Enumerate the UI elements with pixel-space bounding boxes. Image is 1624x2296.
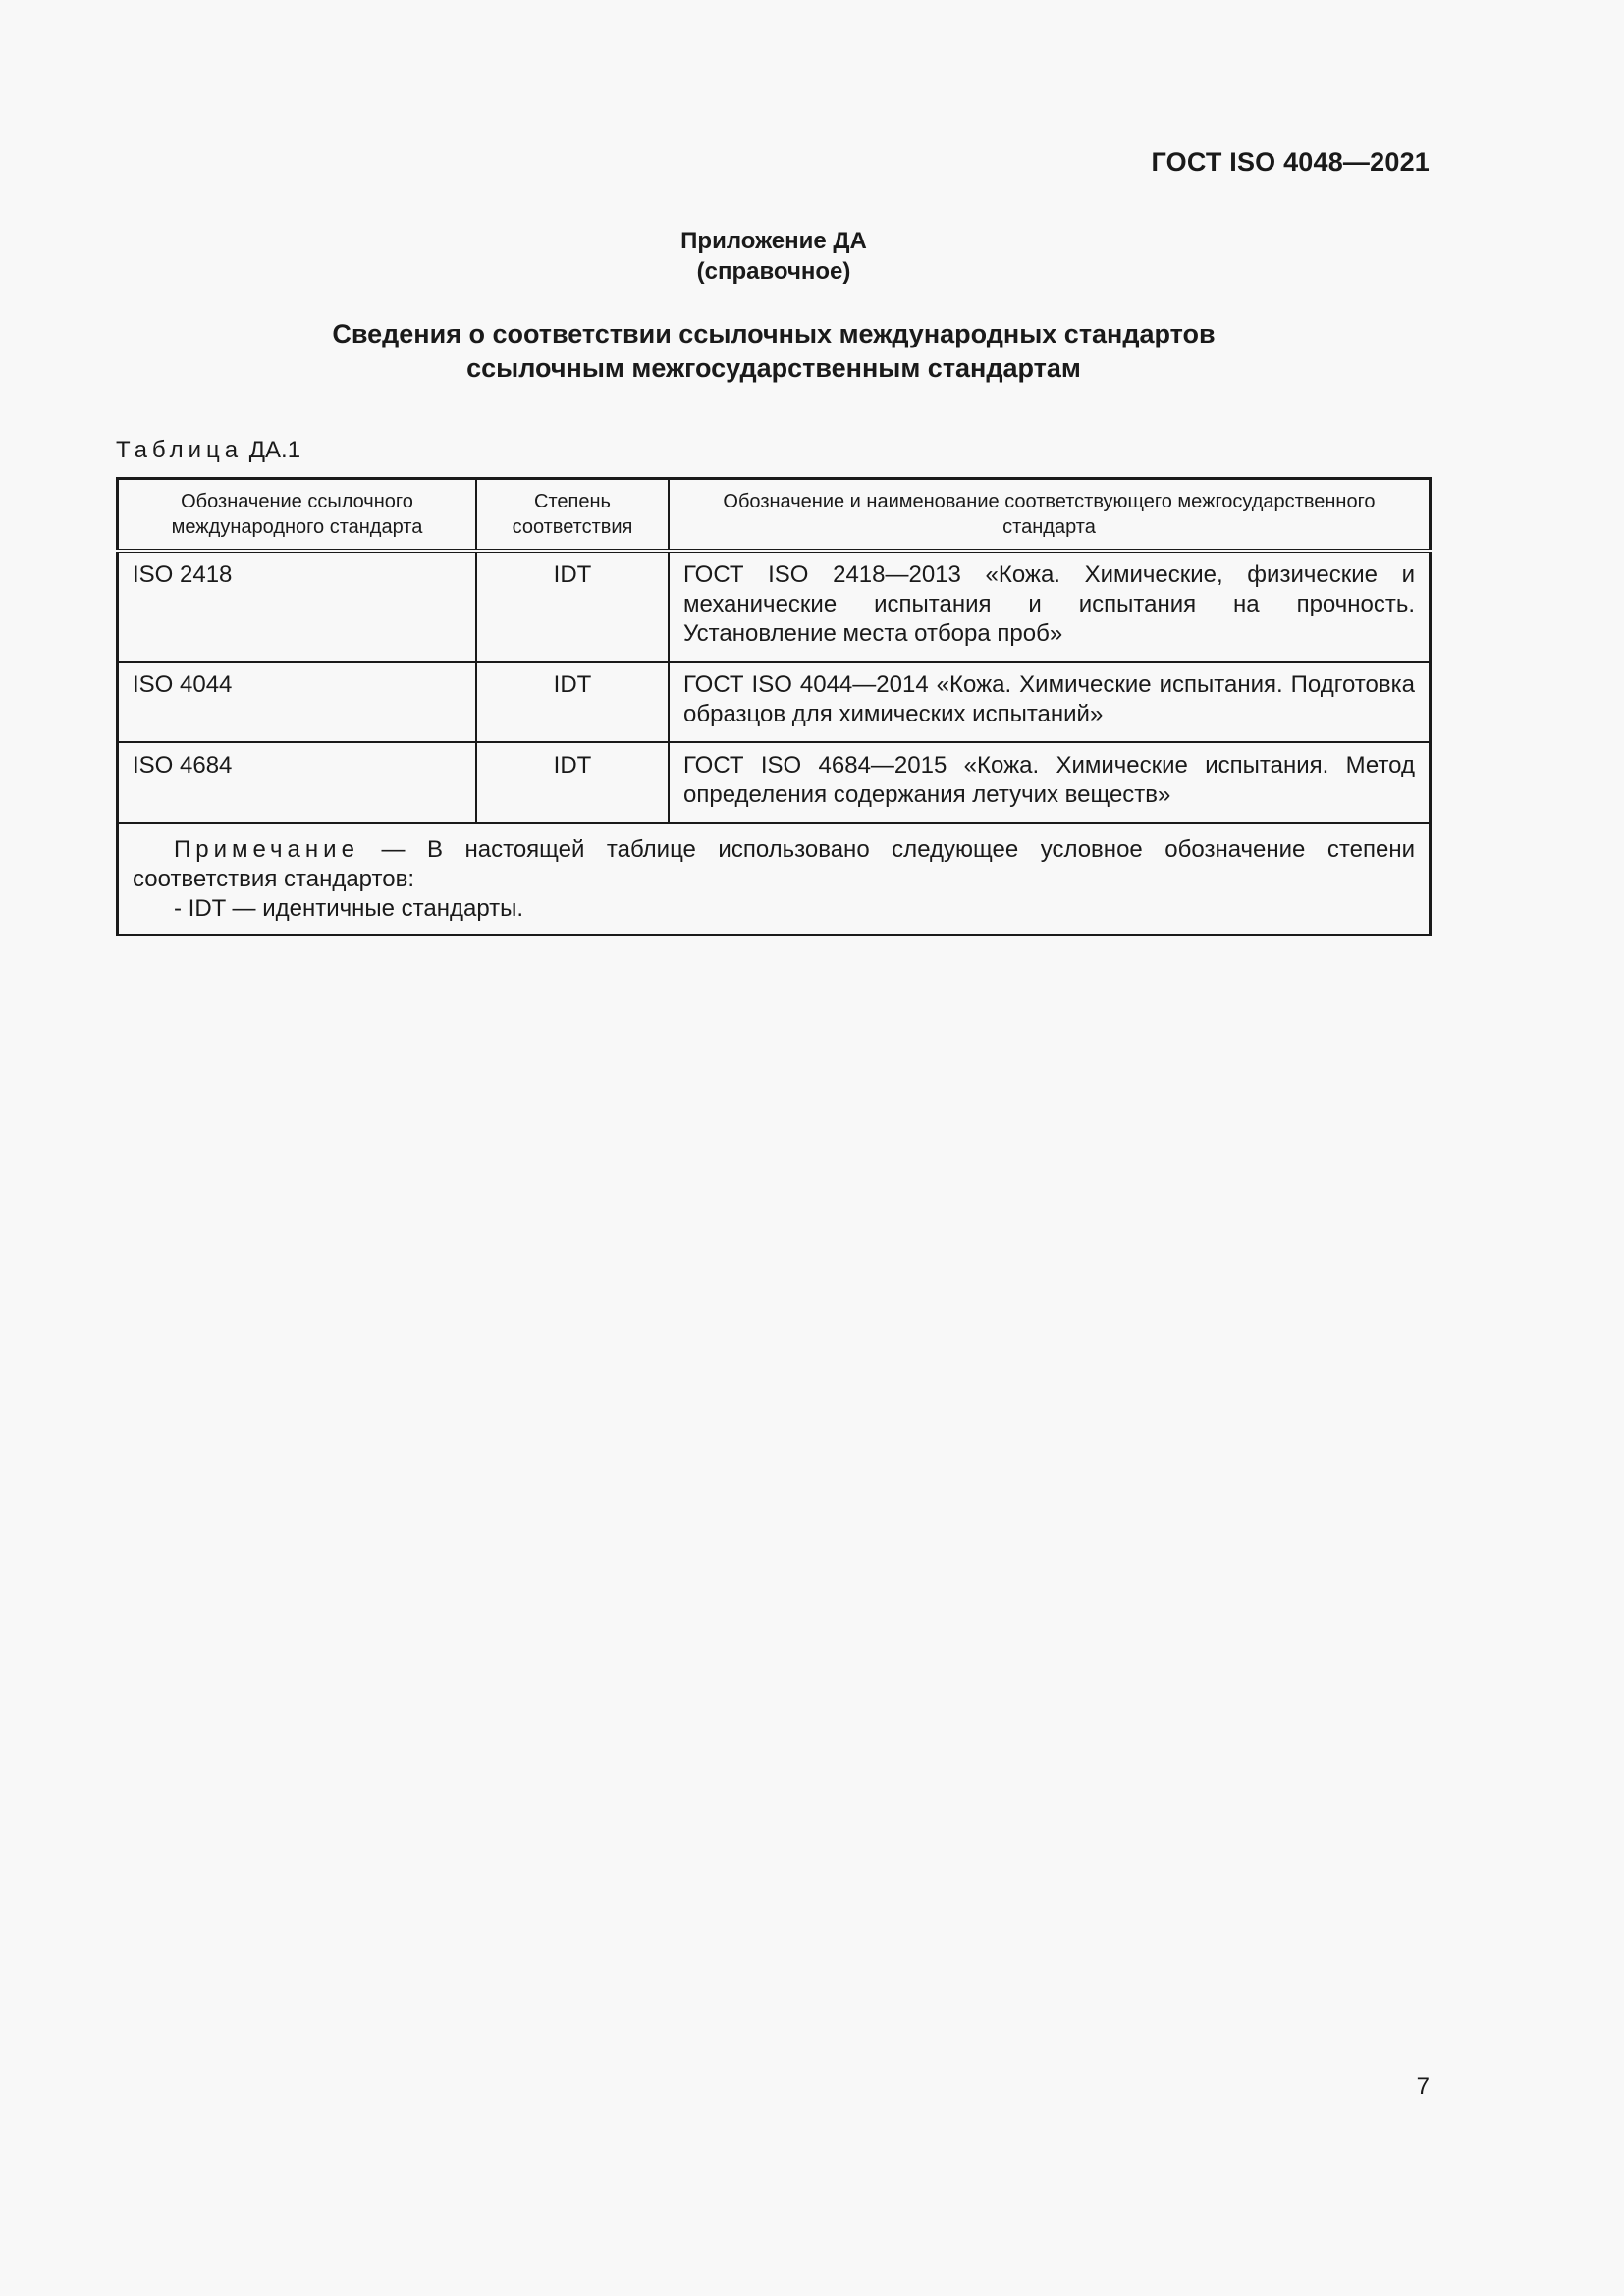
cell-intl-standard: ISO 4684 xyxy=(118,742,477,823)
cell-intl-standard: ISO 4044 xyxy=(118,662,477,742)
header-national-standard: Обозначение и наименование соответствующего межгосударственного стандарта xyxy=(669,479,1431,552)
document-code: ГОСТ ISO 4048—2021 xyxy=(1151,147,1430,177)
table-caption xyxy=(116,437,300,464)
table-row xyxy=(118,662,1431,742)
note-body: — В настоящей таблице использовано следующее условное обозначение степени соответствия стандартов: xyxy=(133,836,1415,892)
cell-degree: IDT xyxy=(476,662,669,742)
table-row xyxy=(118,551,1431,662)
appendix-heading xyxy=(0,226,1547,287)
standards-table xyxy=(116,477,1432,936)
cell-national-standard: ГОСТ ISO 2418—2013 «Кожа. Химические, физические и механические испытания и испытания на прочность. Установление места отбора проб» xyxy=(669,551,1431,662)
note-list-item: - IDT — идентичные стандарты. xyxy=(174,895,524,922)
cell-national-standard: ГОСТ ISO 4684—2015 «Кожа. Химические испытания. Метод определения содержания летучих веществ» xyxy=(669,742,1431,823)
cell-intl-standard: ISO 2418 xyxy=(118,551,477,662)
appendix-subtitle: (справочное) xyxy=(696,258,851,285)
table-note-row xyxy=(118,823,1431,935)
page-number: 7 xyxy=(1416,2073,1430,2100)
section-title-line-1: Сведения о соответствии ссылочных международных стандартов xyxy=(332,319,1216,348)
cell-degree: IDT xyxy=(476,551,669,662)
cell-degree: IDT xyxy=(476,742,669,823)
section-title-line-2: ссылочным межгосударственным стандартам xyxy=(466,353,1081,383)
note-label: Примечание xyxy=(174,836,359,863)
table-note xyxy=(118,823,1431,935)
section-title xyxy=(0,317,1547,386)
note-text xyxy=(133,835,1415,894)
appendix-title: Приложение ДА xyxy=(680,228,867,254)
table-caption-label: Таблица xyxy=(116,437,244,463)
cell-national-standard: ГОСТ ISO 4044—2014 «Кожа. Химические испытания. Подготовка образцов для химических испытаний» xyxy=(669,662,1431,742)
table-row xyxy=(118,742,1431,823)
header-degree: Степень соответствия xyxy=(476,479,669,552)
header-intl-standard: Обозначение ссылочного международного стандарта xyxy=(118,479,477,552)
table-header-row xyxy=(118,479,1431,552)
table-caption-number: ДА.1 xyxy=(248,437,301,463)
